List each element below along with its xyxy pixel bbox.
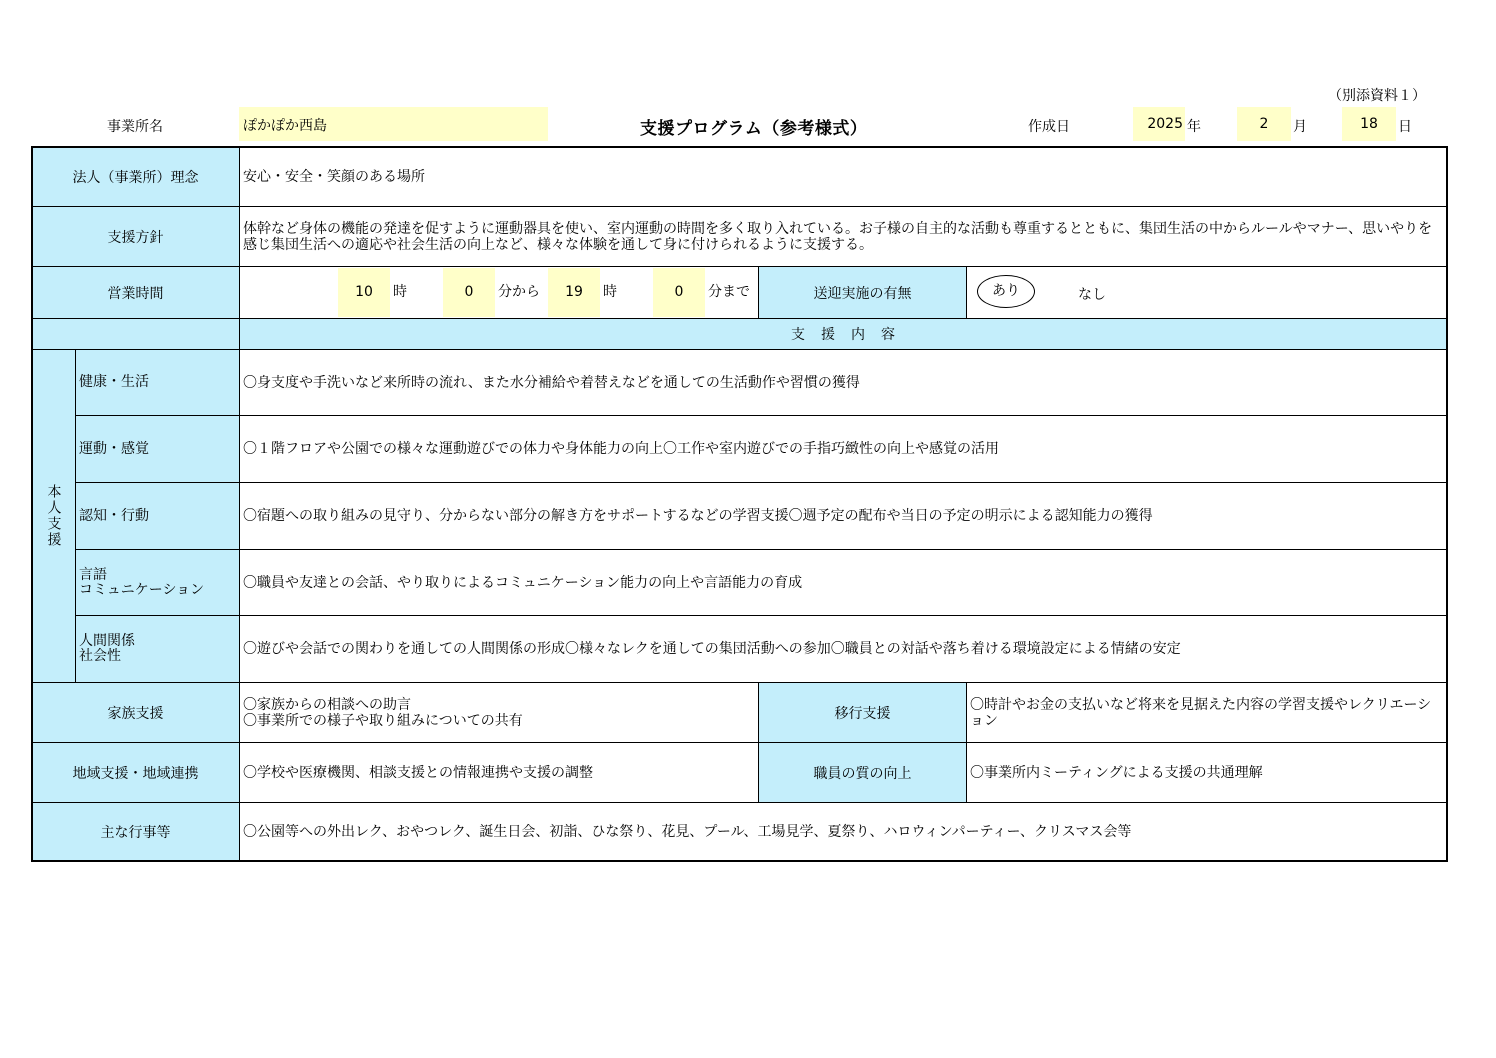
hour-unit-end: 時 (603, 284, 617, 300)
family-support-label: 家族支援 (31, 682, 240, 743)
philosophy-text-cell[interactable] (239, 146, 1448, 207)
events-text-cell[interactable] (239, 802, 1448, 862)
personal-support-label: 本人支援 (31, 349, 76, 683)
philosophy-label: 法人（事業所）理念 (31, 146, 240, 207)
community-support-text-cell[interactable] (239, 742, 759, 803)
language-communication-label: 言語 コミュニケーション (75, 549, 240, 616)
transport-no-option[interactable]: なし (1078, 287, 1106, 303)
health-life-text: 〇身支度や手洗いなど来所時の流れ、また水分補給や着替えなどを通しての生活動作や習慣の獲得 (243, 374, 860, 391)
motor-sensory-label: 運動・感覚 (75, 415, 240, 483)
policy-label: 支援方針 (31, 206, 240, 267)
month-unit: 月 (1293, 119, 1307, 135)
family-support-text-cell[interactable] (239, 682, 759, 743)
language-communication-text-cell[interactable] (239, 549, 1448, 616)
transition-support-text: 〇時計やお金の支払いなど将来を見据えた内容の学習支援やレクリエーション (970, 696, 1432, 729)
transition-support-text-cell[interactable] (966, 682, 1448, 743)
office-name-field[interactable] (239, 107, 548, 141)
created-year-field[interactable]: 2025 (1133, 107, 1185, 141)
appendix-note: （別添資料１） (1328, 88, 1426, 104)
created-month-field[interactable]: 2 (1237, 107, 1291, 141)
end-minute-field[interactable]: 0 (653, 268, 705, 317)
start-hour-field[interactable]: 10 (338, 268, 390, 317)
support-content-header: 支 援 内 容 (239, 318, 1448, 350)
support-content-header-blank (31, 318, 240, 350)
transition-support-label: 移行支援 (758, 682, 967, 743)
relationships-social-label: 人間関係 社会性 (75, 615, 240, 683)
community-support-text: 〇学校や医療機関、相談支援との情報連携や支援の調整 (243, 764, 593, 781)
page-title: 支援プログラム（参考様式） (640, 119, 868, 139)
created-date-label: 作成日 (1028, 119, 1070, 135)
relationships-social-text-cell[interactable] (239, 615, 1448, 683)
staff-quality-text-cell[interactable] (966, 742, 1448, 803)
year-unit: 年 (1187, 119, 1201, 135)
health-life-text-cell[interactable] (239, 349, 1448, 416)
community-support-label: 地域支援・地域連携 (31, 742, 240, 803)
relationships-social-text: 〇遊びや会話での関わりを通しての人間関係の形成〇様々なレクを通しての集団活動への参加〇職員との対話や落ち着ける環境設定による情緒の安定 (243, 641, 1181, 657)
philosophy-text: 安心・安全・笑顔のある場所 (243, 168, 425, 185)
cognition-behavior-text-cell[interactable] (239, 482, 1448, 550)
policy-text-cell[interactable] (239, 206, 1448, 267)
staff-quality-label: 職員の質の向上 (758, 742, 967, 803)
transport-cell (966, 266, 1448, 319)
health-life-label: 健康・生活 (75, 349, 240, 416)
policy-text: 体幹など身体の機能の発達を促すように運動器具を使い、室内運動の時間を多く取り入れている。お子様の自主的な活動も尊重するとともに、集団生活の中からルールやマナー、思いやりを感じ集団生活への適応や社会生活の向上など、様々な体験を通して身に付けられるように支援する。 (243, 220, 1433, 253)
events-label: 主な行事等 (31, 802, 240, 862)
minute-unit-start: 分から (498, 284, 540, 300)
motor-sensory-text: 〇１階フロアや公園での様々な運動遊びでの体力や身体能力の向上〇工作や室内遊びでの手指巧緻性の向上や感覚の活用 (243, 441, 999, 457)
events-text: 〇公園等への外出レク、おやつレク、誕生日会、初詣、ひな祭り、花見、プール、工場見学、夏祭り、ハロウィンパーティー、クリスマス会等 (243, 824, 1132, 840)
day-unit: 日 (1398, 119, 1412, 135)
office-name-value: ぽかぽか西島 (243, 118, 327, 134)
hour-unit-start: 時 (393, 284, 407, 300)
family-support-text: 〇家族からの相談への助言 〇事業所での様子や取り組みについての共有 (243, 696, 523, 729)
end-hour-field[interactable]: 19 (548, 268, 600, 317)
office-name-label: 事業所名 (107, 119, 163, 135)
language-communication-text: 〇職員や友達との会話、やり取りによるコミュニケーション能力の向上や言語能力の育成 (243, 574, 803, 591)
motor-sensory-text-cell[interactable] (239, 415, 1448, 483)
cognition-behavior-text: 〇宿題への取り組みの見守り、分からない部分の解き方をサポートするなどの学習支援〇週予定の配布や当日の予定の明示による認知能力の獲得 (243, 508, 1153, 524)
minute-unit-end: 分まで (708, 284, 750, 300)
transport-yes-option[interactable]: あり (977, 275, 1035, 308)
staff-quality-text: 〇事業所内ミーティングによる支援の共通理解 (970, 764, 1263, 781)
business-hours-label: 営業時間 (31, 266, 240, 319)
transport-label: 送迎実施の有無 (758, 266, 967, 319)
cognition-behavior-label: 認知・行動 (75, 482, 240, 550)
start-minute-field[interactable]: 0 (443, 268, 495, 317)
created-day-field[interactable]: 18 (1342, 107, 1396, 141)
